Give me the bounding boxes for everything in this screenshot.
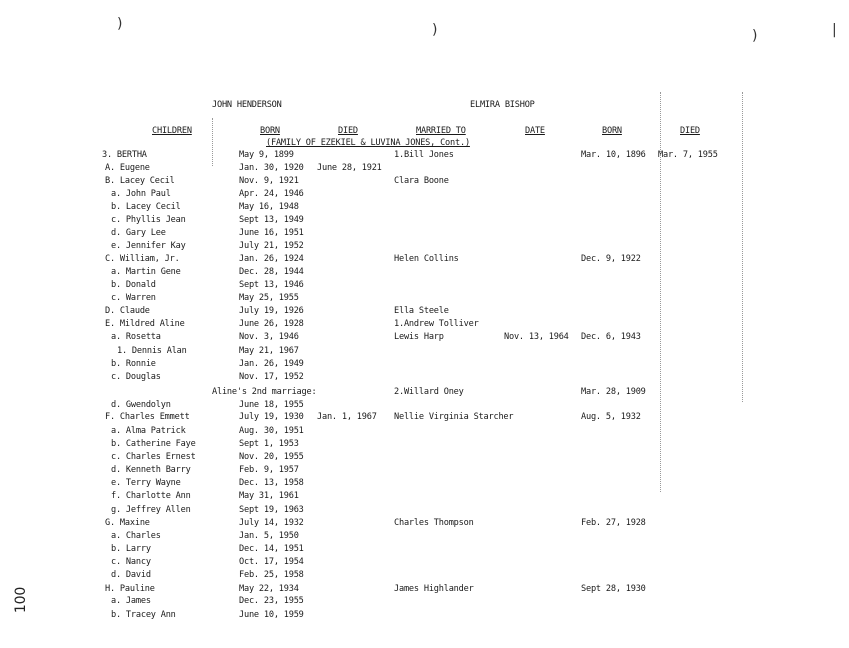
cell-name: c. Phyllis Jean (111, 215, 186, 225)
table-row (0, 557, 849, 570)
table-row (0, 254, 849, 267)
cell-name: e. Terry Wayne (111, 478, 181, 488)
cell-born: Sept 13, 1949 (239, 215, 304, 225)
table-row (0, 544, 849, 557)
table-row (0, 176, 849, 189)
cell-name: d. David (111, 570, 151, 580)
cell-name: e. Jennifer Kay (111, 241, 186, 251)
table-row (0, 332, 849, 345)
family-note: (FAMILY OF EZEKIEL & LUVINA JONES, Cont.) (266, 138, 470, 148)
cell-name: a. Rosetta (111, 332, 161, 342)
cell-born: Jan. 5, 1950 (239, 531, 299, 541)
cell-born: Jan. 26, 1924 (239, 254, 304, 264)
cell-born: Sept 19, 1963 (239, 505, 304, 515)
cell-born: Oct. 17, 1954 (239, 557, 304, 567)
cell-name: A. Eugene (105, 163, 150, 173)
table-row (0, 387, 849, 400)
cell-born: July 19, 1930 (239, 412, 304, 422)
cell-name: c. Charles Ernest (111, 452, 196, 462)
scan-mark: ) (117, 16, 123, 32)
cell-sborn: Feb. 27, 1928 (581, 518, 646, 528)
table-row (0, 478, 849, 491)
cell-name: G. Maxine (105, 518, 150, 528)
scan-mark: ) (432, 22, 438, 38)
cell-name: b. Lacey Cecil (111, 202, 181, 212)
cell-married: Helen Collins (394, 254, 459, 264)
cell-name: a. John Paul (111, 189, 171, 199)
cell-sborn: Mar. 10, 1896 (581, 150, 646, 160)
cell-name: B. Lacey Cecil (105, 176, 175, 186)
cell-born: Jan. 26, 1949 (239, 359, 304, 369)
cell-name: a. Martin Gene (111, 267, 181, 277)
table-row (0, 215, 849, 228)
cell-name: f. Charlotte Ann (111, 491, 191, 501)
page-number: 100 (13, 586, 30, 614)
cell-name: d. Gwendolyn (111, 400, 171, 410)
cell-name: F. Charles Emmett (105, 412, 190, 422)
table-row (0, 241, 849, 254)
col-date: DATE (525, 126, 545, 136)
table-row (0, 372, 849, 385)
cell-name: b. Larry (111, 544, 151, 554)
table-row (0, 267, 849, 280)
cell-born: Sept 13, 1946 (239, 280, 304, 290)
cell-name: c. Douglas (111, 372, 161, 382)
cell-born: Dec. 28, 1944 (239, 267, 304, 277)
table-row (0, 306, 849, 319)
table-row (0, 293, 849, 306)
cell-name: 1. Dennis Alan (117, 346, 187, 356)
table-row (0, 596, 849, 609)
cell-name: a. Charles (111, 531, 161, 541)
cell-married: Charles Thompson (394, 518, 474, 528)
cell-born: Aline's 2nd marriage: (212, 387, 317, 397)
table-row (0, 189, 849, 202)
col-children: CHILDREN (152, 126, 192, 136)
cell-born: May 21, 1967 (239, 346, 299, 356)
table-row (0, 346, 849, 359)
father-name: JOHN HENDERSON (212, 100, 282, 110)
table-row (0, 505, 849, 518)
table-row (0, 359, 849, 372)
cell-born: Jan. 30, 1920 (239, 163, 304, 173)
table-row (0, 163, 849, 176)
col-died: DIED (338, 126, 358, 136)
table-row (0, 531, 849, 544)
cell-born: Dec. 13, 1958 (239, 478, 304, 488)
cell-born: Nov. 17, 1952 (239, 372, 304, 382)
cell-sborn: Dec. 9, 1922 (581, 254, 641, 264)
mother-name: ELMIRA BISHOP (470, 100, 535, 110)
cell-born: July 19, 1926 (239, 306, 304, 316)
cell-married: Clara Boone (394, 176, 449, 186)
cell-married: Lewis Harp (394, 332, 444, 342)
cell-married: 1.Bill Jones (394, 150, 454, 160)
col-born: BORN (260, 126, 280, 136)
cell-born: May 22, 1934 (239, 584, 299, 594)
table-row (0, 426, 849, 439)
cell-married: Ella Steele (394, 306, 449, 316)
table-row (0, 412, 849, 425)
table-row (0, 150, 849, 163)
col-married-to: MARRIED TO (416, 126, 466, 136)
table-row (0, 465, 849, 478)
cell-born: Feb. 25, 1958 (239, 570, 304, 580)
cell-born: Apr. 24, 1946 (239, 189, 304, 199)
cell-name: g. Jeffrey Allen (111, 505, 191, 515)
cell-sborn: Sept 28, 1930 (581, 584, 646, 594)
cell-name: H. Pauline (105, 584, 155, 594)
table-row (0, 439, 849, 452)
cell-name: a. James (111, 596, 151, 606)
table-row (0, 202, 849, 215)
cell-born: June 26, 1928 (239, 319, 304, 329)
cell-name: b. Ronnie (111, 359, 156, 369)
cell-name: 3. BERTHA (102, 150, 147, 160)
cell-married: James Highlander (394, 584, 474, 594)
cell-born: Nov. 9, 1921 (239, 176, 299, 186)
cell-born: May 9, 1899 (239, 150, 294, 160)
cell-born: Feb. 9, 1957 (239, 465, 299, 475)
cell-born: June 16, 1951 (239, 228, 304, 238)
cell-name: C. William, Jr. (105, 254, 180, 264)
col-spouse-born: BORN (602, 126, 622, 136)
table-row (0, 570, 849, 583)
table-row (0, 280, 849, 293)
cell-born: Dec. 14, 1951 (239, 544, 304, 554)
cell-name: D. Claude (105, 306, 150, 316)
cell-sborn: Dec. 6, 1943 (581, 332, 641, 342)
cell-sborn: Aug. 5, 1932 (581, 412, 641, 422)
table-row (0, 228, 849, 241)
cell-name: c. Warren (111, 293, 156, 303)
table-row (0, 452, 849, 465)
cell-born: June 10, 1959 (239, 610, 304, 620)
cell-name: b. Catherine Faye (111, 439, 196, 449)
cell-name: d. Kenneth Barry (111, 465, 191, 475)
cell-name: b. Tracey Ann (111, 610, 176, 620)
cell-died: June 28, 1921 (317, 163, 382, 173)
cell-married: 2.Willard Oney (394, 387, 464, 397)
cell-name: E. Mildred Aline (105, 319, 185, 329)
cell-name: a. Alma Patrick (111, 426, 186, 436)
table-row (0, 610, 849, 623)
cell-died: Jan. 1, 1967 (317, 412, 377, 422)
cell-born: May 25, 1955 (239, 293, 299, 303)
cell-name: c. Nancy (111, 557, 151, 567)
cell-born: Dec. 23, 1955 (239, 596, 304, 606)
cell-name: b. Donald (111, 280, 156, 290)
cell-born: Nov. 3, 1946 (239, 332, 299, 342)
cell-born: July 14, 1932 (239, 518, 304, 528)
cell-date: Nov. 13, 1964 (504, 332, 569, 342)
scan-mark: | (832, 22, 837, 38)
cell-name: d. Gary Lee (111, 228, 166, 238)
cell-married: Nellie Virginia Starcher (394, 412, 514, 422)
cell-sborn: Mar. 28, 1909 (581, 387, 646, 397)
cell-born: July 21, 1952 (239, 241, 304, 251)
cell-sdied: Mar. 7, 1955 (658, 150, 718, 160)
table-row (0, 319, 849, 332)
cell-born: May 16, 1948 (239, 202, 299, 212)
scan-mark: ) (752, 28, 758, 44)
cell-married: 1.Andrew Tolliver (394, 319, 479, 329)
col-spouse-died: DIED (680, 126, 700, 136)
table-row (0, 491, 849, 504)
cell-born: June 18, 1955 (239, 400, 304, 410)
cell-born: Aug. 30, 1951 (239, 426, 304, 436)
cell-born: Sept 1, 1953 (239, 439, 299, 449)
cell-born: Nov. 20, 1955 (239, 452, 304, 462)
cell-born: May 31, 1961 (239, 491, 299, 501)
table-row (0, 518, 849, 531)
